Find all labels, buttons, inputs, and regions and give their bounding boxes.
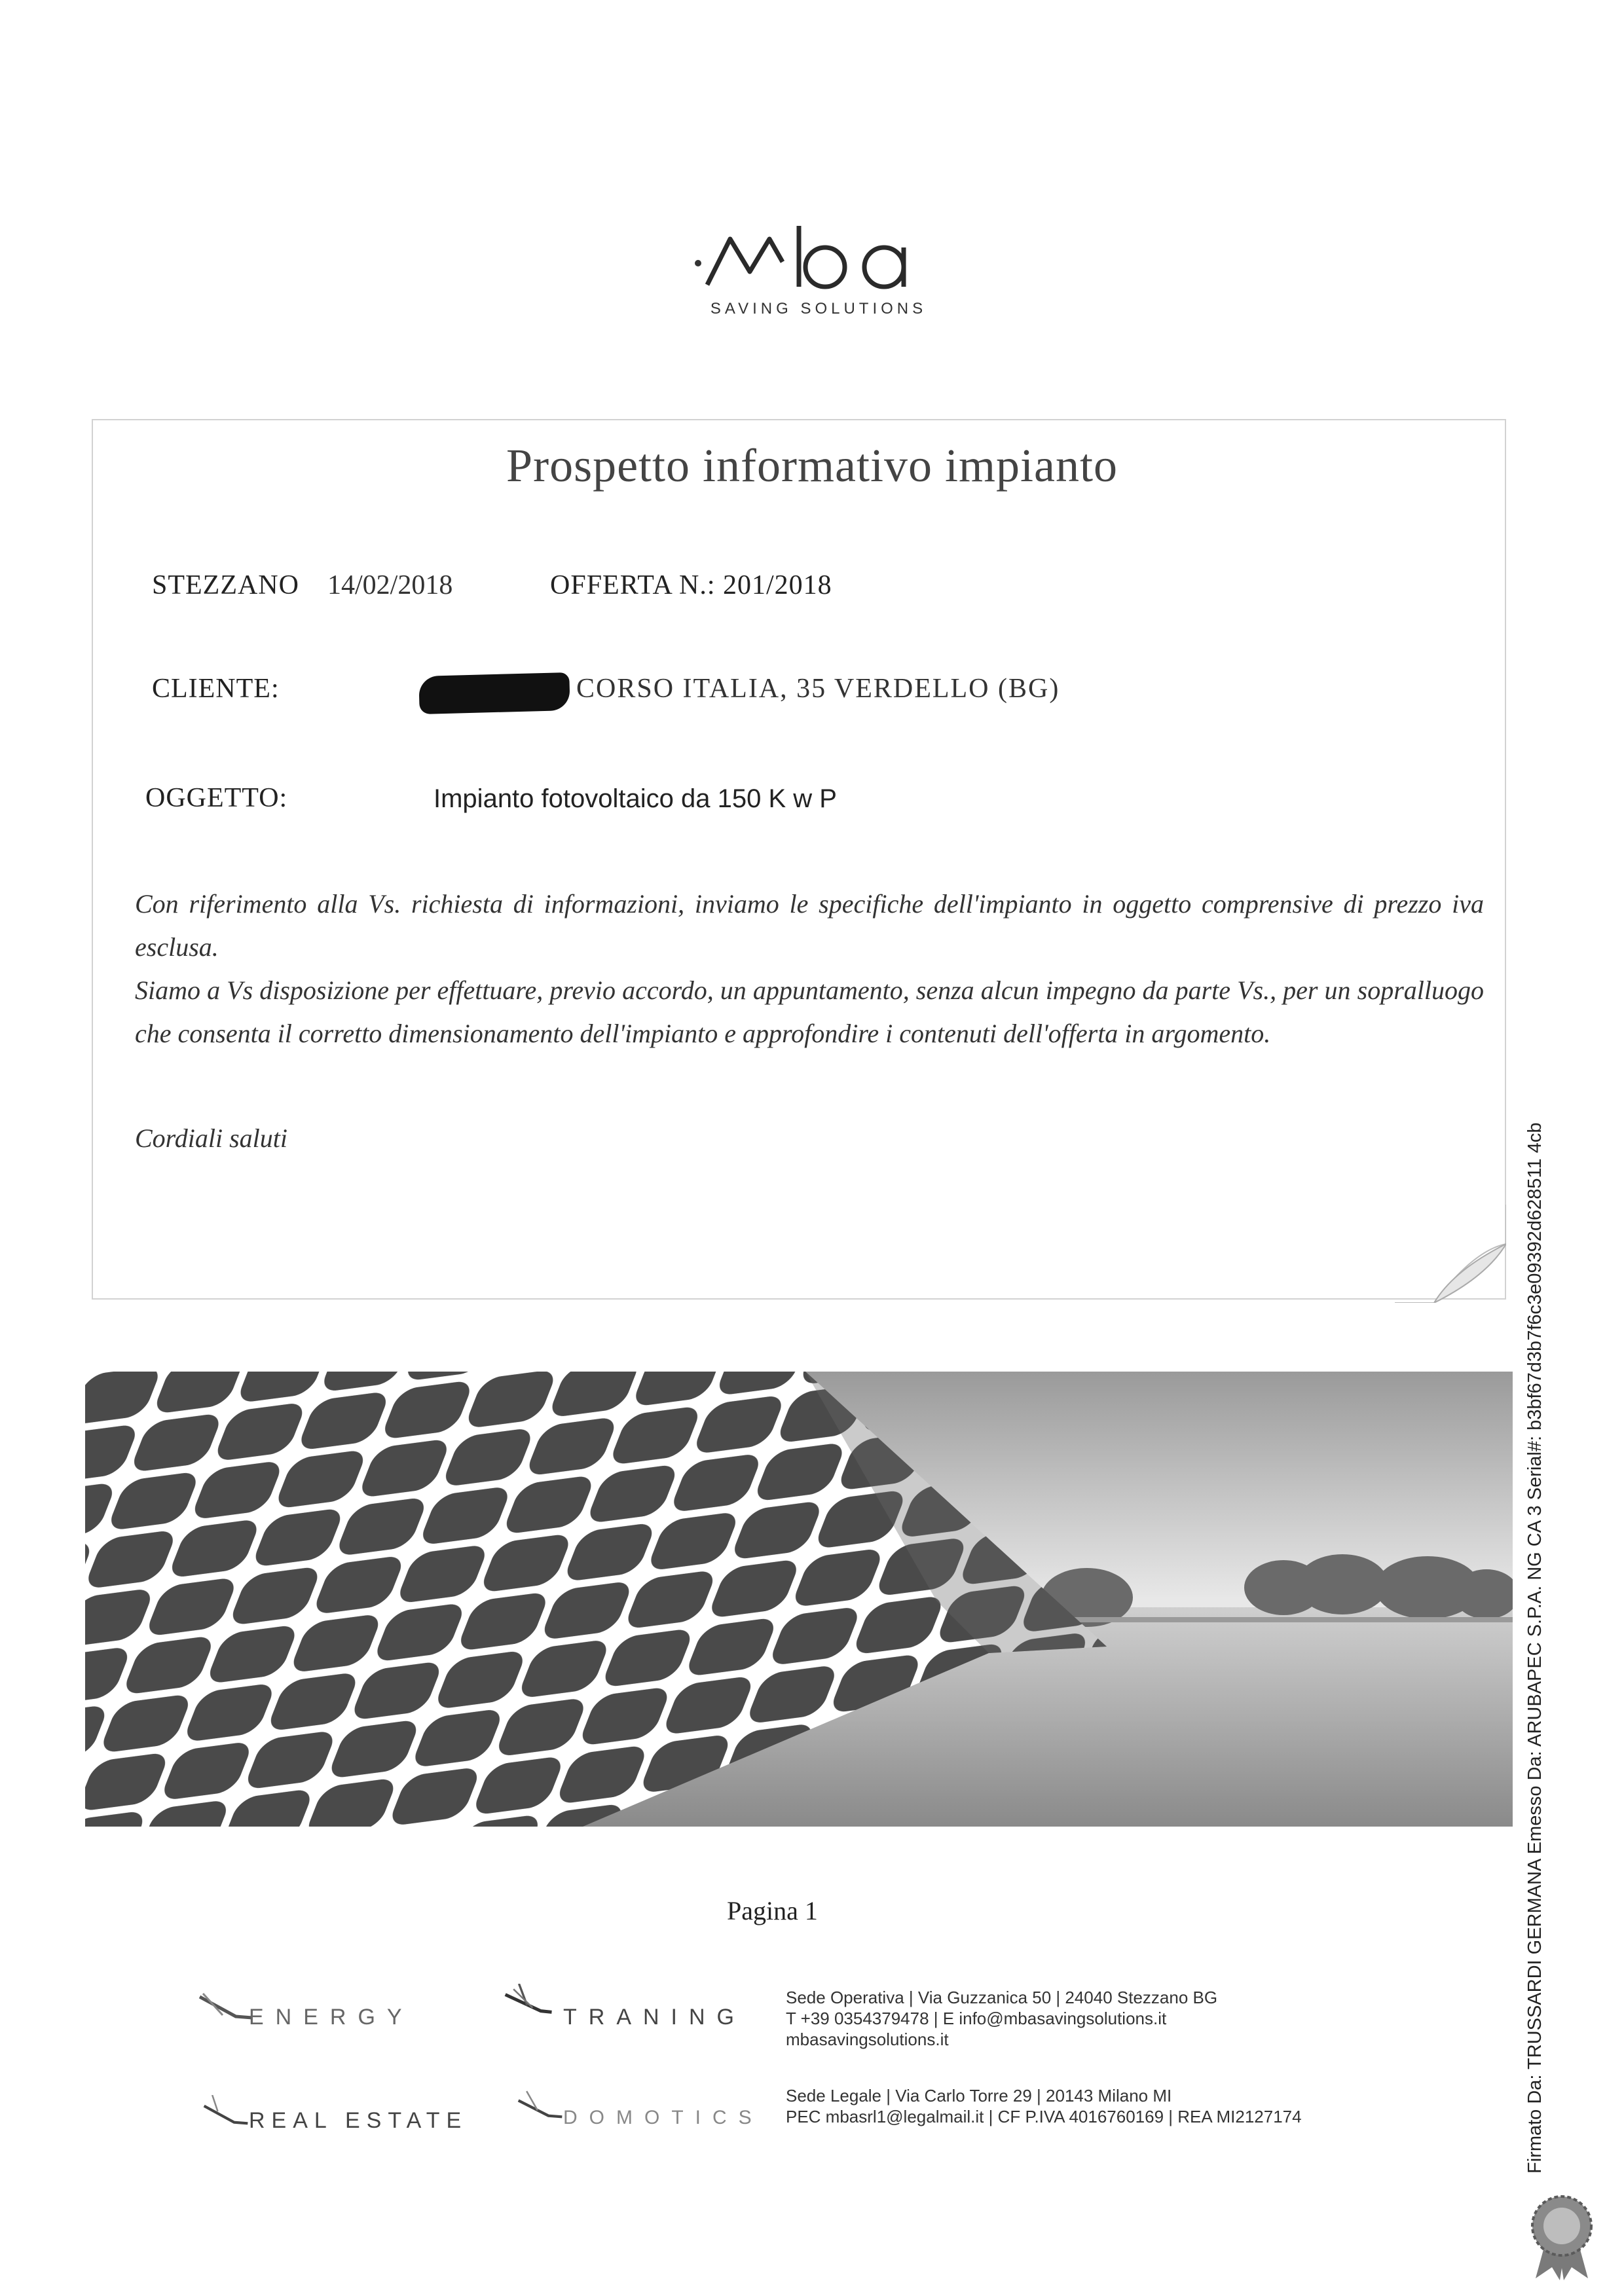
division-domotics: DOMOTICS bbox=[563, 2107, 764, 2128]
body-paragraph-2: Siamo a Vs disposizione per effettuare, previo accordo, un appuntamento, senza alcun impegno da parte Vs., per un sopralluogo che consenta il corretto dimensionamento dell'impianto e approfondire i contenuti dell'offerta in argomento. bbox=[135, 975, 1484, 1048]
closing-greeting: Cordiali saluti bbox=[135, 1123, 288, 1153]
operational-office-line: Sede Operativa | Via Guzzanica 50 | 24040 Stezzano BG bbox=[786, 1988, 1218, 2007]
date-value: 14/02/2018 bbox=[327, 570, 453, 600]
body-text bbox=[135, 883, 1484, 1055]
page-curl-decoration bbox=[1395, 1205, 1506, 1303]
subject-value: Impianto fotovoltaico da 150 K w P bbox=[434, 784, 837, 813]
logo-tagline: SAVING SOLUTIONS bbox=[710, 300, 927, 318]
offer-number: OFFERTA N.: 201/2018 bbox=[550, 570, 832, 600]
legal-office-registry: PEC mbasrl1@legalmail.it | CF P.IVA 4016760169 | REA MI2127174 bbox=[786, 2107, 1302, 2126]
body-paragraph-1: Con riferimento alla Vs. richiesta di informazioni, inviamo le specifiche dell'impianto in oggetto comprensive di prezzo iva esclusa. bbox=[135, 889, 1484, 962]
redacted-client-name bbox=[418, 672, 570, 714]
subject-label: OGGETTO: bbox=[145, 783, 288, 813]
info-box bbox=[92, 419, 1506, 1300]
client-address: CORSO ITALIA, 35 VERDELLO (BG) bbox=[576, 674, 1060, 704]
client-label: CLIENTE: bbox=[152, 674, 280, 704]
legal-office-address bbox=[786, 2085, 1302, 2127]
division-traning: TRANING bbox=[563, 2005, 746, 2030]
traning-division-icon bbox=[498, 1984, 557, 2016]
signature-seal-icon bbox=[1519, 2190, 1604, 2282]
operational-office-contacts: T +39 0354379478 | E info@mbasavingsolutions.it bbox=[786, 2009, 1167, 2028]
signature-text: Firmato Da: TRUSSARDI GERMANA Emesso Da: ARUBAPEC S.P.A. NG CA 3 Serial#: b3bf67d3b7f6c3e09392d628511 4cb bbox=[1524, 1122, 1545, 2174]
solar-panels-image bbox=[85, 1372, 1513, 1827]
division-real-estate: REAL ESTATE bbox=[249, 2108, 468, 2133]
legal-office-line: Sede Legale | Via Carlo Torre 29 | 20143 Milano MI bbox=[786, 2086, 1172, 2105]
domotics-division-icon bbox=[511, 2088, 570, 2121]
real-estate-division-icon bbox=[196, 2095, 255, 2128]
page-title: Prospetto informativo impianto bbox=[506, 439, 1118, 492]
place-label: STEZZANO bbox=[152, 570, 299, 600]
division-energy: ENERGY bbox=[249, 2005, 414, 2030]
energy-division-icon bbox=[196, 1990, 255, 2023]
operational-office-address bbox=[786, 1987, 1217, 2050]
mba-logo-mark bbox=[668, 223, 969, 295]
company-website: mbasavingsolutions.it bbox=[786, 2030, 949, 2049]
company-logo bbox=[668, 223, 969, 334]
page-number: Pagina 1 bbox=[727, 1896, 818, 1925]
